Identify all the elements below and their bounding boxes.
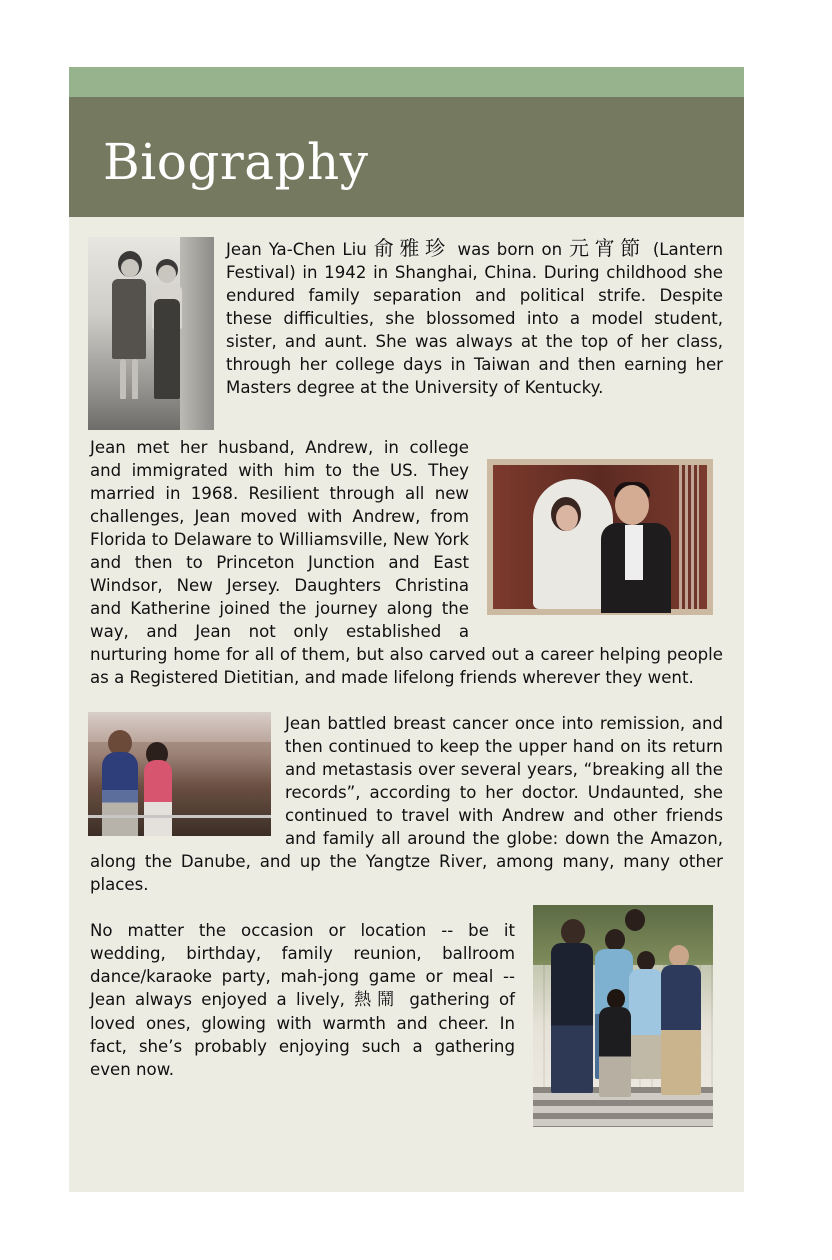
- family-gathering-photo: [533, 905, 713, 1127]
- childhood-photo: [88, 237, 214, 430]
- text-born-on: was born on: [457, 240, 563, 259]
- paragraph-gatherings: [90, 919, 723, 1081]
- paragraph-birth: [90, 237, 723, 399]
- page-title: Biography: [103, 133, 369, 191]
- text-intro: Jean Ya-Chen Liu: [226, 240, 367, 259]
- text-marriage: Jean met her husband, Andrew, in college and immigrated with him to the US. They married in 1968. Resilient through all new challenges, Jean moved with Andrew, from Florida to Delaware to Williamsville, New York and then to Princeton Junction and East Windsor, New Jersey. Daughters Christina and Katherine joined the journey along the way, and Jean not only established a nurturing home for all of them, but also carved out a career helping people as a Registered Dietitian, and made lifelong friends wherever they went.: [90, 438, 723, 687]
- text-gatherings-end: gathering of loved ones, glowing with warmth and cheer. In fact, she’s probably enjoying such a gathering even now.: [90, 990, 516, 1079]
- text-gatherings-lead: No matter the occasion or location -- be it wedding, birthday, family reunion, ballroom dance/karaoke party, mah-jong game or meal -- Jean always enjoyed a lively,: [90, 921, 515, 1009]
- text-festival-chinese: 元宵節: [569, 236, 646, 260]
- text-birth-details: (Lantern Festival) in 1942 in Shanghai, China. During childhood she endured family separation and political strife. Despite these difficulties, she blossomed into a model student, sister, and aunt. She was always at the top of her class, through her college days in Taiwan and then earning her Masters degree at the University of Kentucky.: [226, 240, 723, 397]
- canyon-travel-photo: [88, 712, 271, 836]
- text-chinese-name: 俞雅珍: [373, 236, 451, 260]
- text-travel: Jean battled breast cancer once into remission, and then continued to keep the upper hand on its return and metastasis over several years, “breaking all the records”, according to her doctor. Undaunted, she continued to travel with Andrew and other friends and family all around the globe: down the Amazon, along the Danube, and up the Yangtze River, among many, many other places.: [90, 714, 723, 894]
- text-lively-chinese: 熱鬧: [354, 990, 401, 1010]
- paragraph-marriage: [90, 436, 723, 689]
- biography-content: [90, 237, 723, 1133]
- biography-page: [69, 67, 744, 1192]
- top-color-band: [69, 67, 744, 97]
- paragraph-travel: [90, 712, 723, 896]
- wedding-photo: [487, 459, 713, 615]
- header-band: [69, 97, 744, 217]
